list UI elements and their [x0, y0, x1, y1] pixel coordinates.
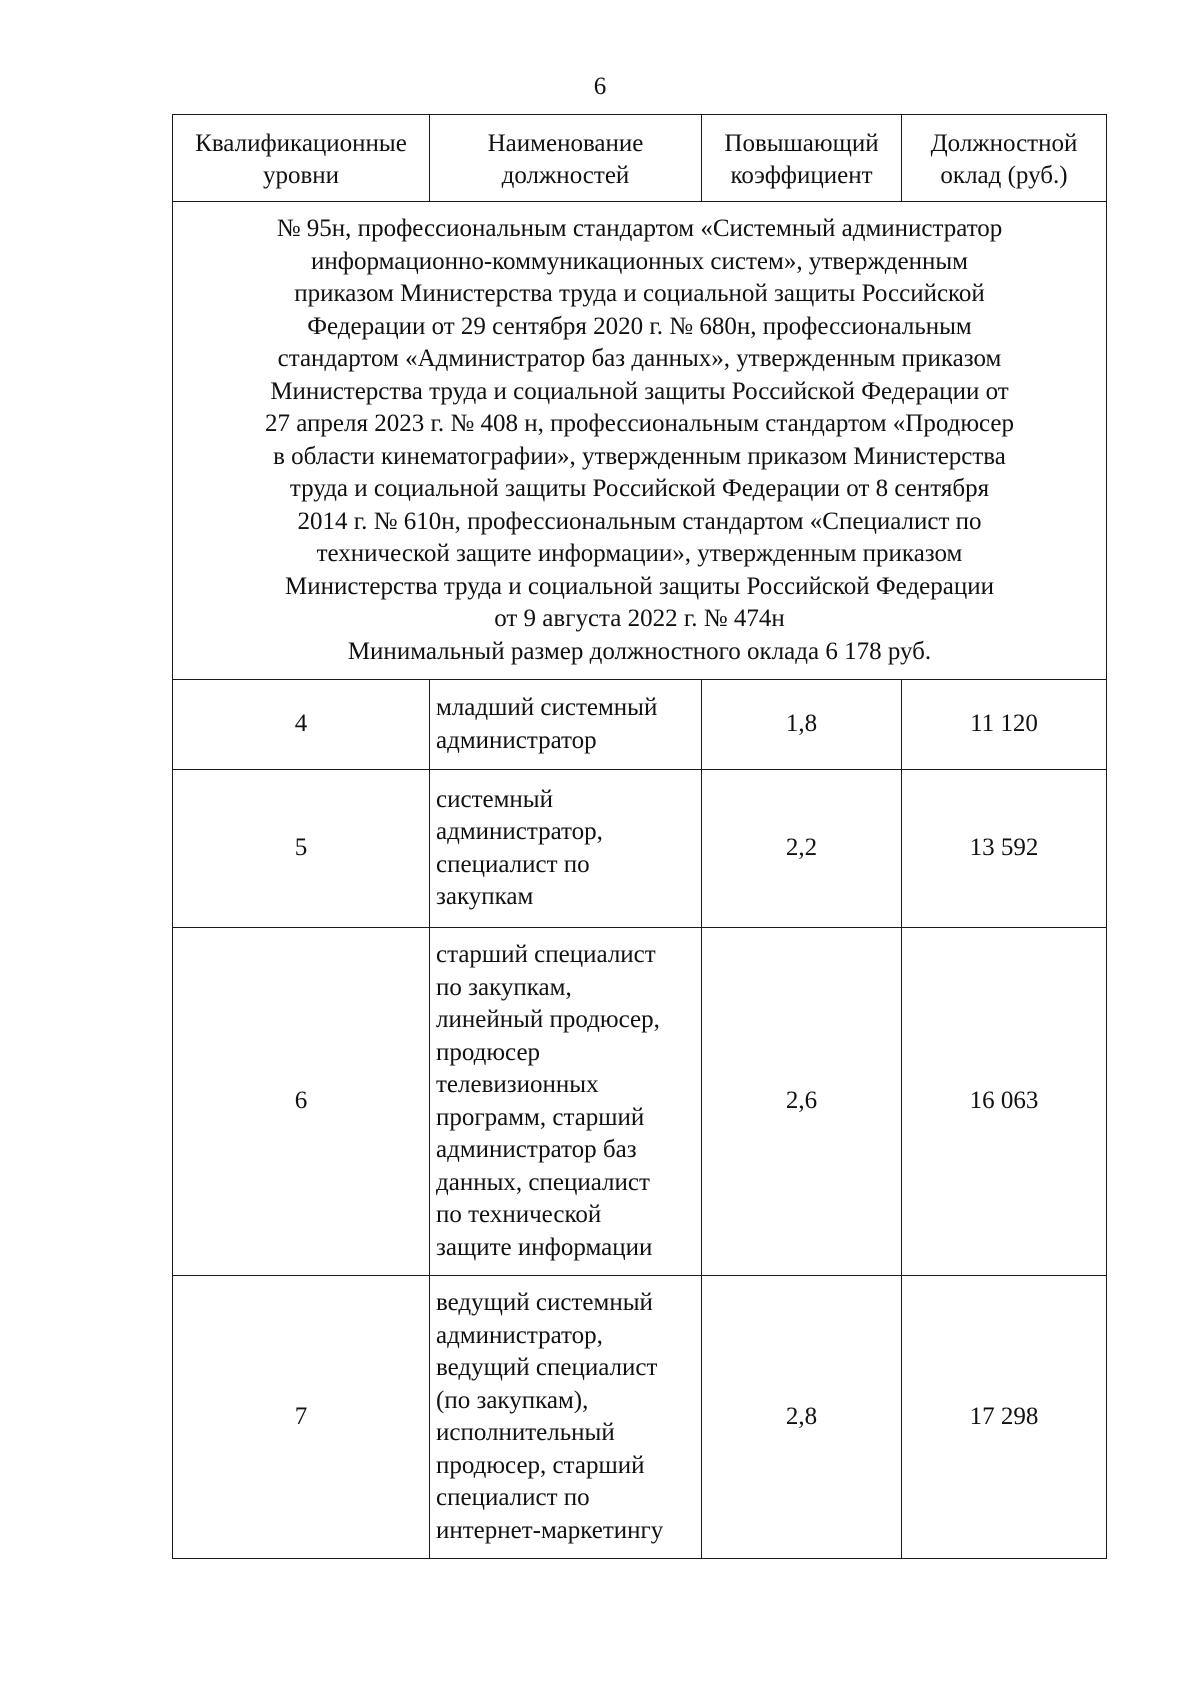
qualification-level: 7 [173, 1276, 430, 1559]
intro-text [173, 202, 1107, 680]
intro-row [173, 202, 1107, 680]
header-coefficient: Повышающий коэффициент [702, 115, 902, 202]
intro-line: информационно-коммуникационных систем», утвержденным [311, 247, 968, 275]
header-qualification-levels: Квалификационные уровни [173, 115, 430, 202]
intro-line: приказом Министерства труда и социальной защиты Российской [294, 280, 985, 307]
qualification-level: 6 [173, 928, 430, 1276]
salary-table [172, 114, 1107, 1559]
position-names: младший системный администратор [430, 680, 702, 770]
intro-line: № 95н, профессиональным стандартом «Системный администратор [276, 215, 1003, 242]
salary-value: 13 592 [902, 770, 1107, 928]
table-row [173, 680, 1107, 770]
intro-line: в области кинематографии», утвержденным приказом Министерства [273, 442, 1006, 470]
intro-line: технической защите информации», утвержденным приказом [316, 540, 963, 567]
salary-value: 17 298 [902, 1276, 1107, 1559]
coefficient-value: 2,6 [702, 928, 902, 1276]
coefficient-value: 2,8 [702, 1276, 902, 1559]
position-names: старший специалист по закупкам, линейный продюсер, продюсер телевизионных программ, старший администратор баз данных, специалист по технической защите информации [430, 928, 702, 1276]
page-number: 6 [593, 73, 607, 100]
intro-line: стандартом «Администратор баз данных», утвержденным приказом [277, 345, 1002, 372]
salary-value: 11 120 [902, 680, 1107, 770]
table-row [173, 1276, 1107, 1559]
coefficient-value: 1,8 [702, 680, 902, 770]
table-row [173, 928, 1107, 1276]
intro-line: от 9 августа 2022 г. № 474н [494, 605, 785, 632]
minimum-salary-line: Минимальный размер должностного оклада 6 178 руб. [347, 637, 932, 665]
coefficient-value: 2,2 [702, 770, 902, 928]
intro-line: труда и социальной защиты Российской Федерации от 8 сентября [289, 475, 990, 502]
intro-line: 2014 г. № 610н, профессиональным стандартом «Специалист по [297, 507, 982, 535]
header-row [173, 115, 1107, 202]
header-position-names: Наименование должностей [430, 115, 702, 202]
position-names: системный администратор, специалист по закупкам [430, 770, 702, 928]
intro-line: Министерства труда и социальной защиты Российской Федерации [285, 572, 994, 600]
intro-line: Федерации от 29 сентября 2020 г. № 680н, профессиональным [307, 312, 972, 340]
table-row [173, 770, 1107, 928]
qualification-level: 4 [173, 680, 430, 770]
intro-line: 27 апреля 2023 г. № 408 н, профессиональным стандартом «Продюсер [264, 410, 1015, 437]
qualification-level: 5 [173, 770, 430, 928]
position-names: ведущий системный администратор, ведущий специалист (по закупкам), исполнительный продюсер, старший специалист по интернет-маркетингу [430, 1276, 702, 1559]
intro-line: Министерства труда и социальной защиты Российской Федерации от [270, 377, 1009, 405]
header-salary: Должностной оклад (руб.) [902, 115, 1107, 202]
salary-value: 16 063 [902, 928, 1107, 1276]
